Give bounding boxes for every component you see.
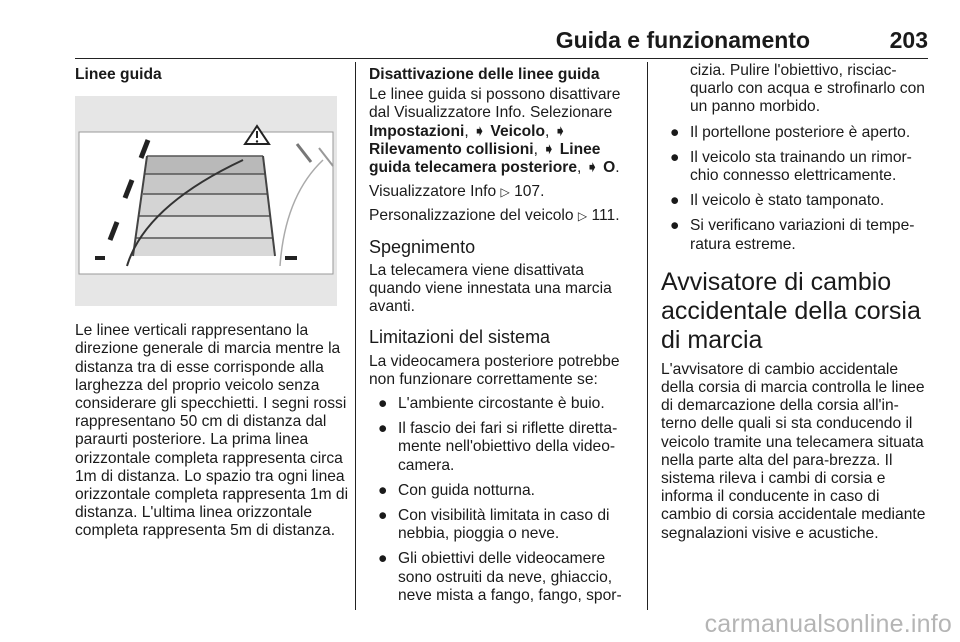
list-item: ● Con guida notturna. (378, 481, 535, 499)
watermark: carmanualsonline.info (704, 610, 952, 638)
guidelines-diagram (75, 96, 337, 306)
bullet-icon: ● (670, 192, 680, 210)
column-3 (661, 62, 929, 549)
list-item: ● Si verificano variazioni di tempe-ratura estreme. (670, 217, 915, 253)
arrow-icon: ➧ (553, 122, 567, 140)
menu-item-settings: Impostazioni (369, 122, 465, 140)
header-divider (75, 58, 928, 59)
column-divider-2 (647, 62, 648, 610)
reference-triangle-icon: ▷ (577, 209, 588, 224)
section-heading-guidelines: Linee guida (75, 66, 162, 83)
system-limits-list-continued (661, 62, 929, 254)
reference-vehicle-personalization: Personalizzazione del veicolo ▷ 111. (369, 207, 620, 225)
bullet-icon: ● (670, 217, 680, 235)
bullet-icon: ● (378, 395, 388, 413)
arrow-icon: ➧ (473, 122, 487, 140)
reference-info-display: Visualizzatore Info ▷ 107. (369, 183, 545, 201)
menu-item-collision-detection: Rilevamento collisioni (369, 140, 534, 158)
bullet-icon: ● (378, 507, 388, 525)
arrow-icon: ➧ (585, 159, 599, 177)
list-item: ● Il portellone posteriore è aperto. (670, 123, 911, 141)
system-limits-intro: La videocamera posteriore potrebbe non funzionare correttamente se: (369, 352, 620, 388)
section-heading-lane-departure-warning: Avvisatore di cambio accidentale della corsia di marcia (661, 267, 921, 354)
bullet-icon: ● (670, 123, 680, 141)
lane-departure-description: L'avvisatore di cambio accidentale della corsia di marcia controlla le linee di demarcazione della corsia all'in-terno delle quali si sta conducendo il veicolo tramite una telecamera situata nella parte alta del para-brezza. Il sistema rileva i cambi di corsia e informa il conducente in caso di cambio di corsia accidentale mediante segnalazioni visive e acustiche. (661, 360, 926, 542)
arrow-icon: ➧ (542, 140, 556, 158)
bullet-icon: ● (378, 550, 388, 568)
list-item-continuation: cizia. Pulire l'obiettivo, risciac-quarlo con acqua e strofinarlo con un panno morbido. (690, 62, 925, 116)
bullet-icon: ● (378, 481, 388, 499)
disable-instructions: Le linee guida si possono disattivare dal Visualizzatore Info. Selezionare Impostazioni, ➧ Veicolo, ➧ Rilevamento collisioni, ➧ Linee guida telecamera posteriore, ➧ O. (369, 86, 621, 177)
list-item: ● Il fascio dei fari si riflette diretta-mente nell'obiettivo della video-camera. (378, 420, 618, 474)
bullet-icon: ● (670, 148, 680, 166)
list-item: ● Il veicolo sta trainando un rimor-chio connesso elettricamente. (670, 148, 912, 185)
reference-triangle-icon: ▷ (500, 185, 510, 200)
list-item: ● Gli obiettivi delle videocamere sono ostruiti da neve, ghiaccio, neve mista a fango, fango, spor- (378, 550, 622, 604)
section-heading-disable-guidelines: Disattivazione delle linee guida (369, 66, 600, 83)
menu-item-vehicle: Veicolo (490, 122, 546, 140)
page-number: 203 (889, 27, 928, 53)
menu-item-rear-camera-guidelines: Linee guida telecamera posteriore (369, 140, 601, 177)
bullet-icon: ● (378, 420, 388, 438)
list-item: ● Con visibilità limitata in caso di nebbia, pioggia o neve. (378, 507, 610, 543)
system-limits-list (369, 395, 637, 605)
column-divider-1 (355, 62, 356, 610)
section-heading-system-limits: Limitazioni del sistema (369, 327, 551, 348)
section-heading-shutdown: Spegnimento (369, 236, 476, 257)
column-1 (75, 62, 350, 547)
list-item: ● L'ambiente circostante è buio. (378, 395, 605, 413)
guidelines-description: Le linee verticali rappresentano la direzione generale di marcia mentre la distanza tra di esse corrisponde alla larghezza del proprio veicolo senza considerare gli specchietti. I segni rossi rappresentano 50 cm di distanza dal paraurti posteriore. La prima linea orizzontale completa rappresenta circa 1m di distanza. Lo spazio tra ogni linea orizzontale completa rappresenta 1m di distanza. L'ultima linea orizzontale completa rappresenta 5m di distanza. (75, 322, 349, 540)
shutdown-text: La telecamera viene disattivata quando viene innestata una marcia avanti. (369, 261, 612, 316)
chapter-title: Guida e funzionamento (555, 27, 810, 53)
toggle-off-symbol: O (603, 159, 616, 177)
column-2 (369, 62, 637, 612)
list-item: ● Il veicolo è stato tamponato. (670, 192, 885, 210)
rear-camera-guidelines-illustration (75, 96, 337, 306)
